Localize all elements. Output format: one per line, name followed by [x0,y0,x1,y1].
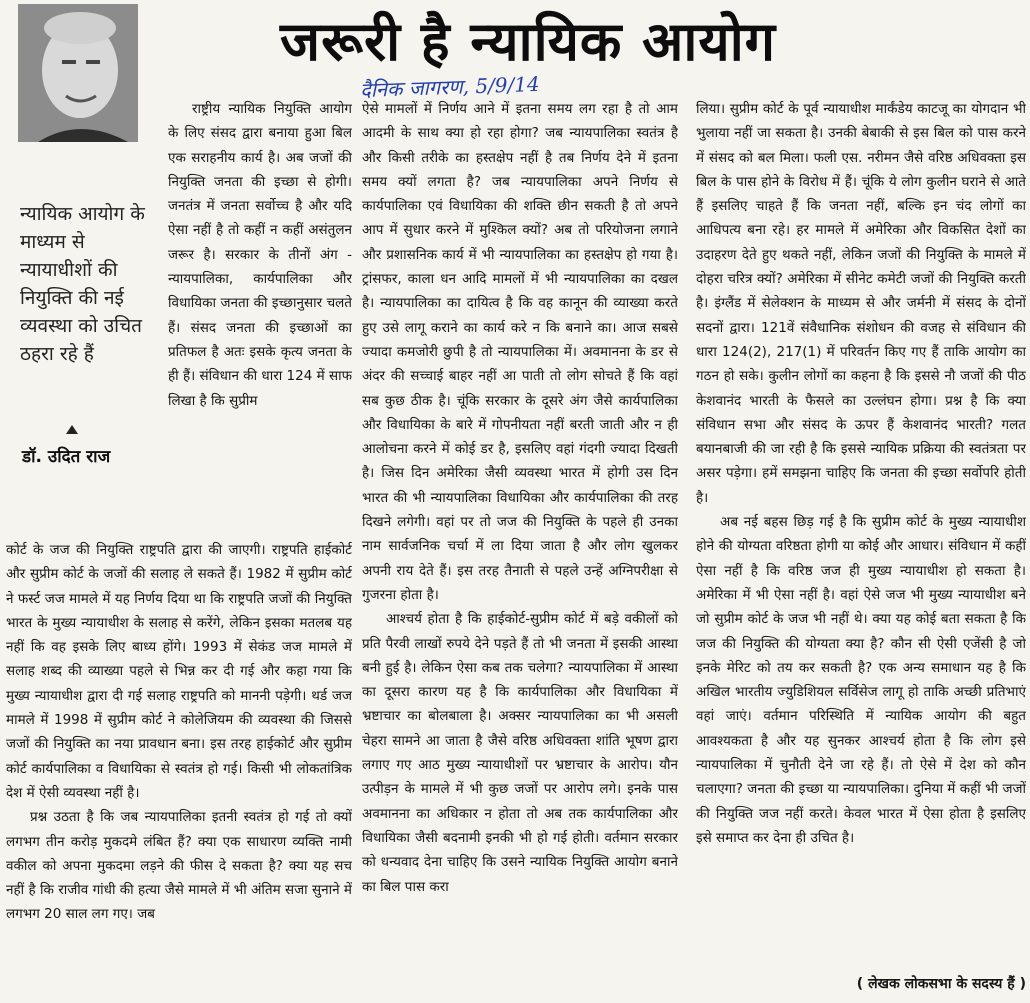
paragraph: लिया। सुप्रीम कोर्ट के पूर्व न्यायाधीश मार्कंडेय काटजू का योगदान भी भुलाया नहीं जा सकता है। उनकी बेबाकी से इस बिल को पास करने में संसद को बल मिला। फली एस. नरीमन जैसे वरिष्ठ अधिवक्ता इस बिल के पास होने के विरोध में हैं। चूंकि ये लोग कुलीन घराने से आते हैं इसलिए चाहते हैं कि जनता नहीं, बल्कि इन चंद लोगों का आधिपत्य बना रहे। हर मामले में अमेरिका और विकसित देशों का उदाहरण देते हुए थकते नहीं, लेकिन जजों की नियुक्ति के मामले में दोहरा चरित्र क्यों? अमेरिका में सीनेट कमेटी जजों की नियुक्ति करती है। इंग्लैंड में सेलेक्शन के माध्यम से और जर्मनी में संसद के दोनों सदनों द्वारा। 121वें संवैधानिक संशोधन की वजह से संविधान की धारा 124(2), 217(1) में परिवर्तन किए गए हैं ताकि आयोग का गठन हो सके। कुलीन लोगों का कहना है कि इससे नौ जजों की पीठ केशवानंद भारती के फैसले का उल्लंघन होगा। प्रश्न है कि क्या संविधान सभा और संसद के ऊपर हैं केशवानंद भारती? गलत बयानबाजी की जा रही है कि इससे न्यायिक प्रक्रिया की स्वतंत्रता पर असर पड़ेगा। हमें समझना चाहिए कि जनता की इच्छा सर्वोपरि होती है। [696,101,1026,506]
paragraph: कोर्ट के जज की नियुक्ति राष्ट्रपति द्वारा की जाएगी। राष्ट्रपति हाईकोर्ट और सुप्रीम कोर्ट के जजों की सलाह ले सकते हैं। 1982 में सुप्रीम कोर्ट ने फर्स्ट जज मामले में यह निर्णय दिया था कि राष्ट्रपति जजों की नियुक्ति भारत के मुख्य न्यायाधीश के सलाह से करेंगे, लेकिन इसका मतलब यह नहीं कि वह इसके लिए बाध्य होंगे। 1993 में सेकंड जज मामले में सलाह शब्द की व्याख्या पहले से भिन्न कर दी गई और कहा गया कि मुख्य न्यायाधीश द्वारा दी गई सलाह राष्ट्रपति को माननी पड़ेगी। थर्ड जज मामले में 1998 में सुप्रीम कोर्ट ने कोलेजियम की व्यवस्था की जिससे जजों की नियुक्ति का नया प्रावधान बना। इस तरह हाईकोर्ट और सुप्रीम कोर्ट कार्यपालिका व विधायिका से स्वतंत्र हो गई। किसी भी लोकतांत्रिक देश में ऐसी व्यवस्था नहीं है। [6,542,352,801]
handwritten-date-note: दैनिक जागरण, 5/9/14 [359,71,541,103]
article-column-3 [696,97,1026,967]
triangle-bullet-icon [66,425,78,434]
pull-quote: न्यायिक आयोग के माध्यम से न्यायाधीशों की नियुक्ति की नई व्यवस्था को उचित ठहरा रहे हैं [20,203,145,365]
paragraph: अब नई बहस छिड़ गई है कि सुप्रीम कोर्ट के मुख्य न्यायाधीश होने की योग्यता वरिष्ठता होगी या कोई और आधार। संविधान में कहीं ऐसा नहीं है कि वरिष्ठ जज ही मुख्य न्यायाधीश हो सकता है। अमेरिका में भी ऐसा नहीं है। वहां ऐसे जज भी मुख्य न्यायाधीश बने जो सुप्रीम कोर्ट के जज भी नहीं थे। क्या यह कोई बता सकता है कि जज की नियुक्ति की योग्यता क्या है? कौन सी ऐसी एजेंसी है जो इनके मेरिट को तय कर सकती है? एक अन्य समाधान यह है कि अखिल भारतीय ज्युडिशियल सर्विसेज लागू हो ताकि अच्छी प्रतिभाएं वहां जाएं। वर्तमान परिस्थिति में न्यायिक आयोग की बहुत आवश्यकता है और यह सुनकर आश्चर्य होता है कि लोग इसे न्यायपालिका में चुनौती देने जा रहे हैं। तो ऐसे में देश को कौन चलाएगा? जनता की इच्छा या न्यायपालिका। दुनिया में कहीं भी जजों की नियुक्ति जज नहीं करते। केवल भारत में ऐसा होता है इसलिए इसे समाप्त कर देना ही उचित है। [696,514,1026,846]
author-portrait-graphic [18,4,138,142]
paragraph: राष्ट्रीय न्यायिक नियुक्ति आयोग के लिए संसद द्वारा बनाया हुआ बिल एक सराहनीय कार्य है। अब जजों की नियुक्ति जनता की इच्छा से होगी। जनतंत्र में जनता सर्वोच्च है और यदि ऐसा नहीं है तो कहीं न कहीं असंतुलन जरूर है। सरकार के तीनों अंग - न्यायपालिका, कार्यपालिका और विधायिका जनता की इच्छानुसार चलते हैं। संसद जनता की इच्छाओं का प्रतिफल है अतः इसके कृत्य जनता के ही हैं। संविधान की धारा 124 में साफ लिखा है कि सुप्रीम [168,101,352,409]
headline: जरूरी है न्यायिक आयोग [280,10,777,73]
author-byline: डॉ. उदित राज [22,447,111,467]
author-note: ( लेखक लोकसभा के सदस्य हैं ) [856,976,1026,992]
author-photo [18,4,138,142]
article-column-1-continued [6,538,352,1003]
article-column-1 [168,97,352,537]
paragraph: प्रश्न उठता है कि जब न्यायपालिका इतनी स्वतंत्र हो गई तो क्यों लगभग तीन करोड़ मुकदमे लंबित हैं? क्या एक साधारण व्यक्ति नामी वकील को अपना मुकदमा लड़ने की फीस दे सकता है? क्या यह सच नहीं है कि राजीव गांधी की हत्या जैसे मामले में भी अंतिम सजा सुनाने में लगभग 20 साल लग गए। जब [6,809,352,923]
paragraph: ऐसे मामलों में निर्णय आने में इतना समय लग रहा है तो आम आदमी के साथ क्या हो रहा होगा? जब न्यायपालिका स्वतंत्र है और किसी तरीके का हस्तक्षेप नहीं है तब निर्णय देने में इतना समय क्यों लगता है? जब न्यायपालिका अपने निर्णय से कार्यपालिका एवं विधायिका की शक्ति छीन सकती है तो अपने आप में सुधार करने में मुश्किल क्यों? अब तो परियोजना लगाने और प्रशासनिक कार्य में भी न्यायपालिका का हस्तक्षेप हो गया है। ट्रांसफर, काला धन आदि मामलों में भी न्यायपालिका का दखल है। न्यायपालिका का दायित्व है कि वह कानून की व्याख्या करते हुए उसे लागू कराने का कार्य करे न कि बनाने का। आज सबसे ज्यादा कमजोरी छुपी है तो न्यायपालिका में। अवमानना के डर से अंदर की सच्चाई बाहर नहीं आ पाती तो लोग सोचते हैं कि वहां सब कुछ ठीक है। चूंकि सरकार के दूसरे अंग जैसे कार्यपालिका और विधायिका के बारे में गोपनीयता नहीं बरती जाती और न ही आलोचना करने में कोई डर है, इसलिए वहां गंदगी ज्यादा दिखती है। जिस दिन अमेरिका जैसी व्यवस्था भारत में होगी उस दिन भारत की भी न्यायपालिका विधायिका और कार्यपालिका की तरह दिखने लगेगी। वहां पर तो जज की नियुक्ति के पहले ही उनका नाम सार्वजनिक चर्चा में ला दिया जाता है और लोग खुलकर अपनी राय देते हैं। इस तरह तैनाती से पहले उन्हें अग्निपरीक्षा से गुजरना होता है। [362,101,678,603]
article-column-2 [362,97,678,1003]
paragraph: आश्चर्य होता है कि हाईकोर्ट-सुप्रीम कोर्ट में बड़े वकीलों को प्रति पैरवी लाखों रुपये देने पड़ते हैं तो भी जनता में इसकी आस्था बनी हुई है। लेकिन ऐसा कब तक चलेगा? न्यायपालिका में आस्था का दूसरा कारण यह है कि कार्यपालिका और विधायिका में भ्रष्टाचार का बोलबाला है। अक्सर न्यायपालिका का भी असली चेहरा सामने आ जाता है जैसे वरिष्ठ अधिवक्ता शांति भूषण द्वारा लगाए गए आठ मुख्य न्यायाधीशों पर भ्रष्टाचार के आरोप। यौन उत्पीड़न के मामले में भी कुछ जजों पर आरोप लगे। इनके पास अवमानना का अधिकार न होता तो अब तक कार्यपालिका और विधायिका जैसी बदनामी इनकी भी हो गई होती। वर्तमान सरकार को धन्यवाद देना चाहिए कि उसने न्यायिक नियुक्ति आयोग बनाने का बिल पास करा [362,611,678,895]
